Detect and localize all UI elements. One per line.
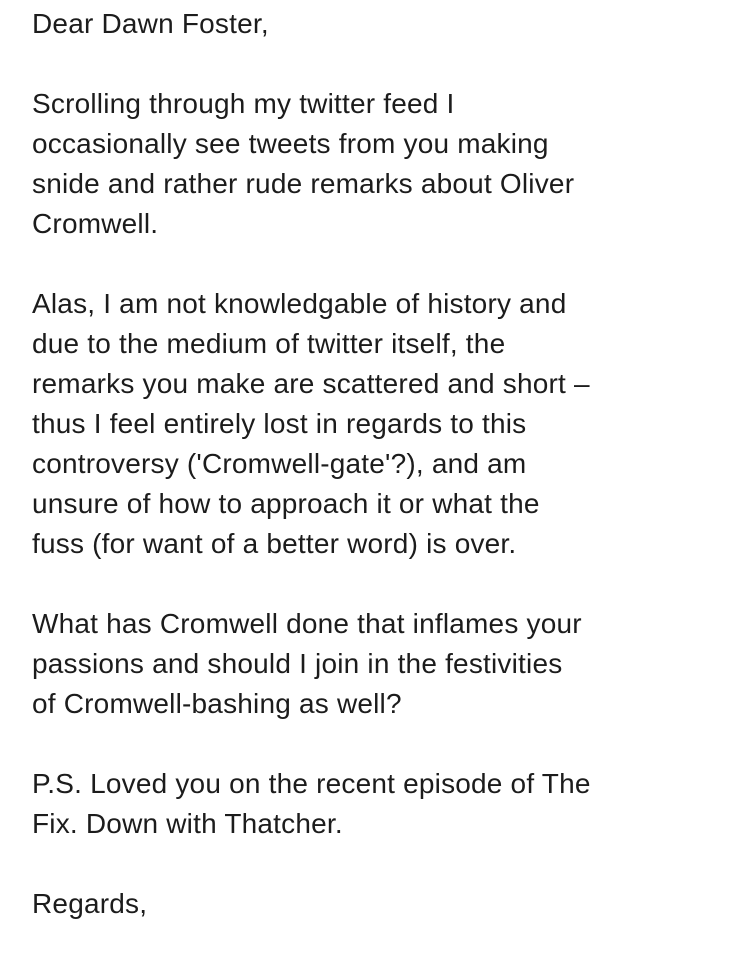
paragraph-line: occasionally see tweets from you making [32, 128, 549, 159]
salutation [32, 4, 732, 44]
postscript-line: Fix. Down with Thatcher. [32, 808, 343, 839]
letter-body [32, 4, 732, 964]
paragraph-line: Scrolling through my twitter feed I [32, 88, 455, 119]
paragraph-2 [32, 284, 732, 564]
paragraph-line: of Cromwell-bashing as well? [32, 688, 402, 719]
paragraph-line: Cromwell. [32, 208, 159, 239]
paragraph-line: unsure of how to approach it or what the [32, 488, 540, 519]
postscript-line: P.S. Loved you on the recent episode of The [32, 768, 591, 799]
paragraph-line: What has Cromwell done that inflames your [32, 608, 582, 639]
salutation-line: Dear Dawn Foster, [32, 8, 269, 39]
paragraph-line: controversy ('Cromwell-gate'?), and am [32, 448, 527, 479]
paragraph-line: due to the medium of twitter itself, the [32, 328, 506, 359]
postscript [32, 764, 732, 844]
paragraph-line: Alas, I am not knowledgable of history and [32, 288, 567, 319]
paragraph-line: fuss (for want of a better word) is over. [32, 528, 517, 559]
closing [32, 884, 732, 924]
paragraph-line: thus I feel entirely lost in regards to this [32, 408, 527, 439]
paragraph-line: remarks you make are scattered and short – [32, 368, 590, 399]
paragraph-line: passions and should I join in the festivities [32, 648, 563, 679]
paragraph-line: snide and rather rude remarks about Oliver [32, 168, 575, 199]
paragraph-1 [32, 84, 732, 244]
closing-line: Regards, [32, 888, 148, 919]
paragraph-3 [32, 604, 732, 724]
